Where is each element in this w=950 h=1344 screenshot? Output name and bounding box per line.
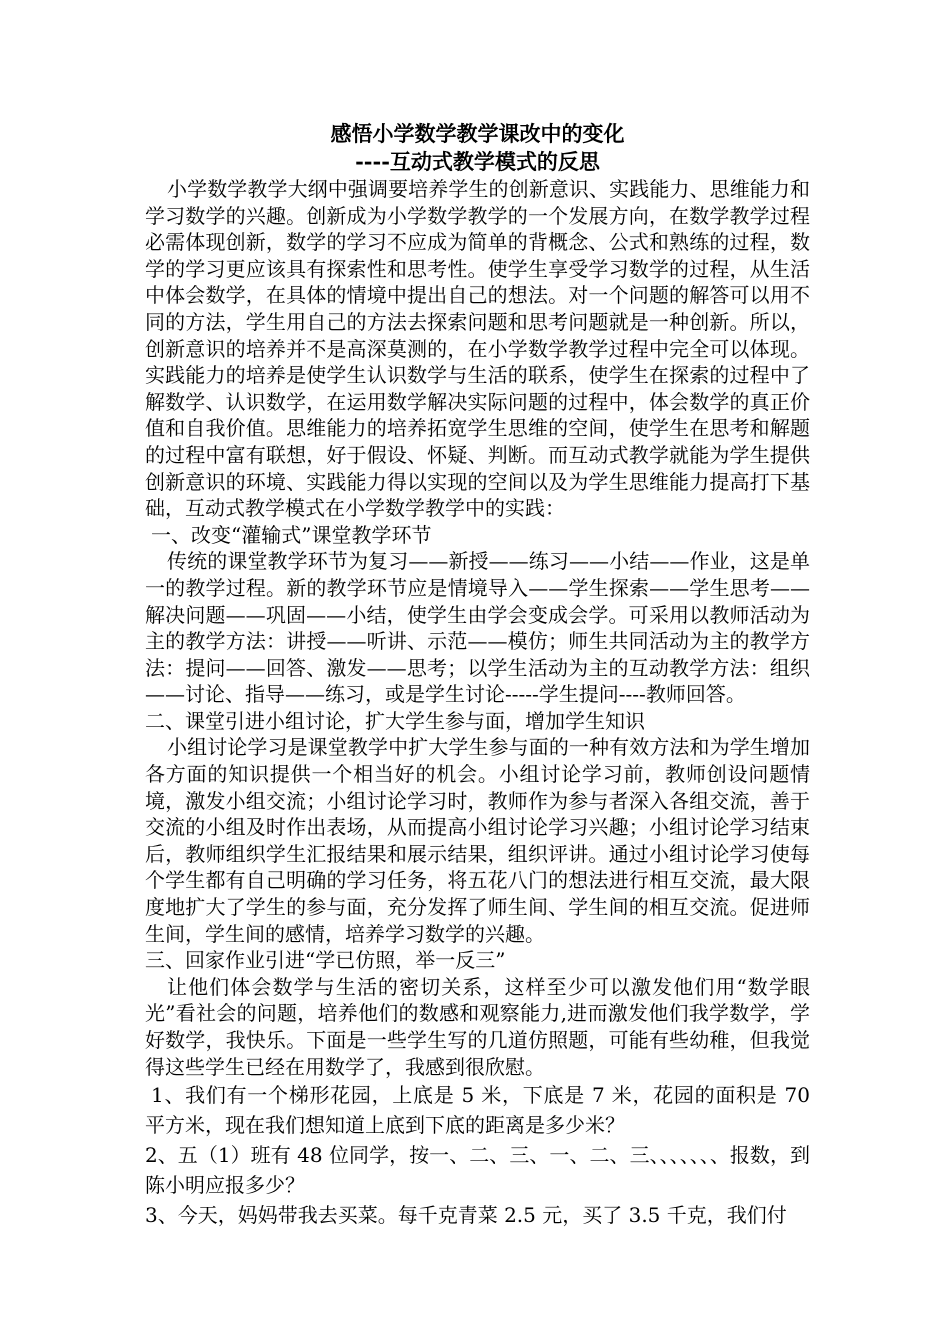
- section3-heading: 三、回家作业引进“学已仿照，举一反三”: [145, 948, 506, 973]
- question-1: 1、我们有一个梯形花园，上底是 5 米，下底是 7 米，花园的面积是 70 平方米，现在我们想知道上底到下底的距离是多少米？: [145, 1083, 810, 1138]
- section1-paragraph: 传统的课堂教学环节为复习——新授——练习——小结——作业，这是单一的教学过程。新的教学环节应是情境导入——学生探索——学生思考——解决问题——巩固——小结，使学生由学会变成会学。可采用以教师活动为主的教学方法：讲授——听讲、示范——模仿；师生共同活动为主的教学方法：提问——回答、激发——思考；以学生活动为主的互动教学方法：组织——讨论、指导——练习，或是学生讨论-----学生提问----教师回答。: [145, 549, 810, 707]
- document-body: [145, 120, 810, 1230]
- section2-heading: 二、课堂引进小组讨论，扩大学生参与面，增加学生知识: [145, 708, 645, 733]
- document-title: 感悟小学数学教学课改中的变化: [330, 121, 625, 146]
- question-2: 2、五（1）班有 48 位同学，按一、二、三、一、二、三、、、、、、、报数，到陈小明应报多少？: [145, 1143, 810, 1198]
- question-3: 3、今天，妈妈带我去买菜。每千克青菜 2.5 元，买了 3.5 千克，我们付: [145, 1203, 787, 1228]
- section3-paragraph: 让他们体会数学与生活的密切关系，这样至少可以激发他们用“数学眼光”看社会的问题，培养他们的数感和观察能力,进而激发他们我学数学，学好数学，我快乐。下面是一些学生写的几道仿照题，可能有些幼稚，但我觉得这些学生已经在用数学了，我感到很欣慰。: [145, 974, 810, 1079]
- intro-paragraph: 小学数学教学大纲中强调要培养学生的创新意识、实践能力、思维能力和学习数学的兴趣。创新成为小学数学教学的一个发展方向，在数学教学过程必需体现创新，数学的学习不应成为简单的背概念、公式和熟练的过程，数学的学习更应该具有探索性和思考性。使学生享受学习数学的过程，从生活中体会数学，在具体的情境中提出自己的想法。对一个问题的解答可以用不同的方法，学生用自己的方法去探索问题和思考问题就是一种创新。所以，创新意识的培养并不是高深莫测的，在小学数学教学过程中完全可以体现。实践能力的培养是使学生认识数学与生活的联系，使学生在探索的过程中了解数学、认识数学，在运用数学解决实际问题的过程中，体会数学的真正价值和自我价值。思维能力的培养拓宽学生思维的空间，使学生在思考和解题的过程中富有联想，好于假设、怀疑、判断。而互动式教学就能为学生提供创新意识的环境、实践能力得以实现的空间以及为学生思维能力提高打下基础，互动式教学模式在小学数学教学中的实践：: [145, 177, 810, 521]
- document-subtitle: ----互动式教学模式的反思: [355, 149, 600, 174]
- section2-paragraph: 小组讨论学习是课堂教学中扩大学生参与面的一种有效方法和为学生增加各方面的知识提供一个相当好的机会。小组讨论学习前，教师创设问题情境，激发小组交流；小组讨论学习时，教师作为参与者深入各组交流，善于交流的小组及时作出表场，从而提高小组讨论学习兴趣；小组讨论学习结束后，教师组织学生汇报结果和展示结果，组织评讲。通过小组讨论学习使每个学生都有自己明确的学习任务，将五花八门的想法进行相互交流，最大限度地扩大了学生的参与面，充分发挥了师生间、学生间的相互交流。促进师生间，学生间的感情，培养学习数学的兴趣。: [145, 735, 810, 946]
- section1-heading: 一、改变“灌输式”课堂教学环节: [151, 522, 432, 547]
